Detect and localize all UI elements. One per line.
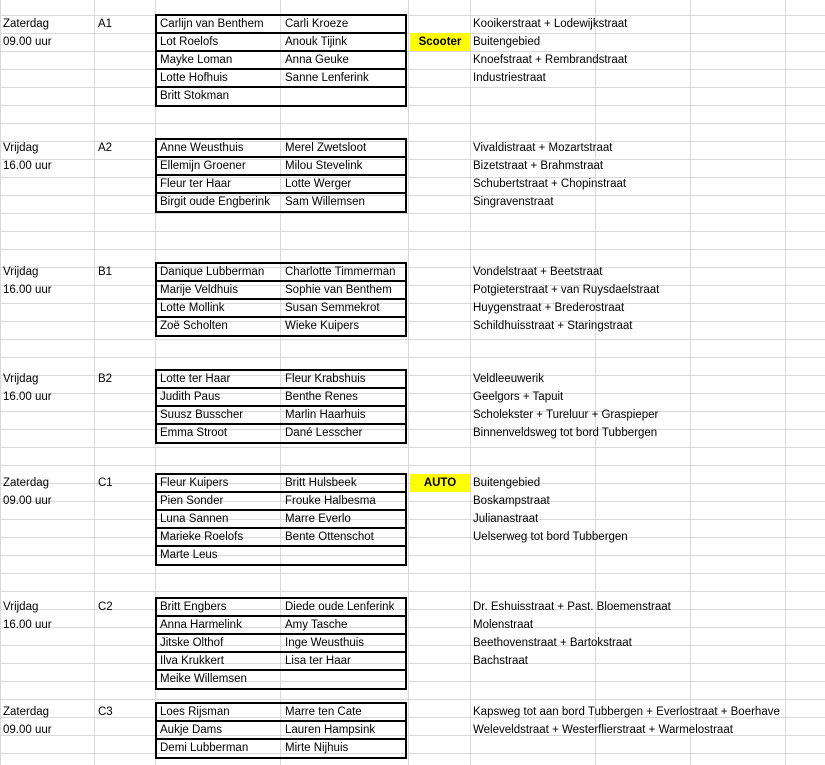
member-name xyxy=(282,87,285,105)
member-name: Demi Lubberman xyxy=(160,742,249,754)
member-name: Amy Tasche xyxy=(285,619,348,631)
route-cell: Dr. Eshuisstraat + Past. Bloemenstraat xyxy=(473,601,671,613)
route-cell: Schildhuisstraat + Staringstraat xyxy=(473,320,633,332)
member-name: Bente Ottenschot xyxy=(285,531,374,543)
member-name: Anna Harmelink xyxy=(160,619,242,631)
grid-row-line xyxy=(0,447,825,448)
member-name: Lauren Hampsink xyxy=(285,724,376,736)
grid-row-line xyxy=(0,555,825,556)
member-name: Marre ten Cate xyxy=(285,706,362,718)
group-day: Zaterdag xyxy=(3,477,50,489)
member-name: Dané Lesscher xyxy=(285,427,363,439)
group-time: 16.00 uur xyxy=(3,619,52,631)
member-name: Ellemijn Groener xyxy=(160,160,246,172)
grid-row-line xyxy=(0,51,825,52)
grid-row-line xyxy=(0,321,825,322)
grid-row-line xyxy=(0,465,825,466)
group-code: A1 xyxy=(98,18,113,30)
member-name: Benthe Renes xyxy=(285,391,358,403)
member-name: Lisa ter Haar xyxy=(285,655,351,667)
member-name: Marlin Haarhuis xyxy=(285,409,366,421)
grid-row-line xyxy=(0,411,825,412)
member-name: Marre Everlo xyxy=(285,513,351,525)
member-name: Wieke Kuipers xyxy=(285,320,360,332)
group-code: B1 xyxy=(98,266,113,278)
grid-row-line xyxy=(0,357,825,358)
member-name: Carli Kroeze xyxy=(285,18,349,30)
grid-row-line xyxy=(0,501,825,502)
grid-row-line xyxy=(0,429,825,430)
route-cell: Schubertstraat + Chopinstraat xyxy=(473,178,627,190)
route-cell: Vivaldistraat + Mozartstraat xyxy=(473,142,613,154)
route-cell: Huygenstraat + Brederostraat xyxy=(473,302,625,314)
grid-row-line xyxy=(0,87,825,88)
group-code: B2 xyxy=(98,373,113,385)
route-cell: Industriestraat xyxy=(473,72,546,84)
member-name: Luna Sannen xyxy=(160,513,229,525)
member-name: Anouk Tijink xyxy=(285,36,348,48)
grid-row-line xyxy=(0,573,825,574)
grid-row-line xyxy=(0,231,825,232)
member-name xyxy=(282,546,285,564)
route-cell: Knoefstraat + Rembrandstraat xyxy=(473,54,628,66)
group-day: Vrijdag xyxy=(3,601,39,613)
member-name: Fleur Kuipers xyxy=(160,477,229,489)
member-name: Meike Willemsen xyxy=(160,673,247,685)
member-name: Britt Engbers xyxy=(160,601,227,613)
route-cell: Weleveldstraat + Westerflierstraat + Warmelostraat xyxy=(473,724,733,736)
grid-column-line xyxy=(785,0,786,765)
transport-badge: AUTO xyxy=(410,474,470,492)
route-cell xyxy=(470,87,473,105)
member-name: Sanne Lenferink xyxy=(285,72,369,84)
member-name: Charlotte Timmerman xyxy=(285,266,396,278)
grid-row-line xyxy=(0,123,825,124)
grid-row-line xyxy=(0,681,825,682)
grid-row-line xyxy=(0,699,825,700)
member-name: Anne Weusthuis xyxy=(160,142,244,154)
route-cell: Julianastraat xyxy=(473,513,539,525)
member-name: Britt Hulsbeek xyxy=(285,477,357,489)
grid-row-line xyxy=(0,69,825,70)
route-cell: Boskampstraat xyxy=(473,495,550,507)
member-name: Suusz Busscher xyxy=(160,409,244,421)
route-cell: Bachstraat xyxy=(473,655,528,667)
member-name: Zoë Scholten xyxy=(160,320,228,332)
group-time: 09.00 uur xyxy=(3,495,52,507)
member-name: Diede oude Lenferink xyxy=(285,601,395,613)
route-cell xyxy=(470,739,473,757)
member-name: Susan Semmekrot xyxy=(285,302,380,314)
group-time: 09.00 uur xyxy=(3,724,52,736)
group-code: C2 xyxy=(98,601,113,613)
grid-row-line xyxy=(0,213,825,214)
route-cell: Uelserweg tot bord Tubbergen xyxy=(473,531,628,543)
grid-column-line xyxy=(408,0,409,765)
group-time: 16.00 uur xyxy=(3,160,52,172)
member-name: Lot Roelofs xyxy=(160,36,219,48)
member-name: Anna Geuke xyxy=(285,54,349,66)
route-cell: Veldleeuwerik xyxy=(473,373,544,385)
member-name: Emma Stroot xyxy=(160,427,228,439)
group-time: 09.00 uur xyxy=(3,36,52,48)
grid-row-line xyxy=(0,591,825,592)
group-day: Zaterdag xyxy=(3,706,50,718)
member-name: Lotte Hofhuis xyxy=(160,72,228,84)
member-name xyxy=(282,670,285,688)
group-time: 16.00 uur xyxy=(3,284,52,296)
route-cell: Scholekster + Tureluur + Graspieper xyxy=(473,409,659,421)
group-day: Zaterdag xyxy=(3,18,50,30)
route-cell: Buitengebied xyxy=(473,477,541,489)
grid-row-line xyxy=(0,375,825,376)
route-cell: Singravenstraat xyxy=(473,196,554,208)
member-name: Loes Rijsman xyxy=(160,706,230,718)
grid-row-line xyxy=(0,195,825,196)
member-name: Aukje Dams xyxy=(160,724,222,736)
route-cell: Bizetstraat + Brahmstraat xyxy=(473,160,604,172)
grid-row-line xyxy=(0,285,825,286)
member-name: Lotte ter Haar xyxy=(160,373,231,385)
grid-row-line xyxy=(0,393,825,394)
route-cell: Vondelstraat + Beetstraat xyxy=(473,266,603,278)
grid-row-line xyxy=(0,177,825,178)
member-name: Pien Sonder xyxy=(160,495,224,507)
grid-row-line xyxy=(0,627,825,628)
route-cell: Beethovenstraat + Bartokstraat xyxy=(473,637,632,649)
group-day: Vrijdag xyxy=(3,266,39,278)
route-cell xyxy=(470,670,473,688)
member-name: Milou Stevelink xyxy=(285,160,363,172)
transport-badge: Scooter xyxy=(410,33,470,51)
member-name: Britt Stokman xyxy=(160,90,230,102)
grid-row-line xyxy=(0,645,825,646)
grid-row-line xyxy=(0,303,825,304)
member-name: Lotte Werger xyxy=(285,178,352,190)
member-name: Judith Paus xyxy=(160,391,221,403)
route-cell xyxy=(470,546,473,564)
route-cell: Geelgors + Tapuit xyxy=(473,391,564,403)
member-name: Danique Lubberman xyxy=(160,266,265,278)
route-cell: Potgieterstraat + van Ruysdaelstraat xyxy=(473,284,660,296)
grid-row-line xyxy=(0,249,825,250)
member-name: Ilva Krukkert xyxy=(160,655,224,667)
route-cell: Kapsweg tot aan bord Tubbergen + Everlostraat + Boerhave xyxy=(473,706,780,718)
grid-column-line xyxy=(690,0,691,765)
member-name: Mirte Nijhuis xyxy=(285,742,349,754)
grid-row-line xyxy=(0,105,825,106)
member-name: Fleur Krabshuis xyxy=(285,373,366,385)
route-cell: Molenstraat xyxy=(473,619,534,631)
group-day: Vrijdag xyxy=(3,373,39,385)
member-name: Marieke Roelofs xyxy=(160,531,244,543)
member-name: Inge Weusthuis xyxy=(285,637,365,649)
group-code: A2 xyxy=(98,142,113,154)
grid-row-line xyxy=(0,141,825,142)
member-name: Jitske Olthof xyxy=(160,637,224,649)
member-name: Marije Veldhuis xyxy=(160,284,238,296)
grid-row-line xyxy=(0,537,825,538)
member-name: Carlijn van Benthem xyxy=(160,18,264,30)
grid-row-line xyxy=(0,663,825,664)
grid-row-line xyxy=(0,609,825,610)
group-code: C3 xyxy=(98,706,113,718)
member-name: Frouke Halbesma xyxy=(285,495,376,507)
group-day: Vrijdag xyxy=(3,142,39,154)
grid-row-line xyxy=(0,267,825,268)
route-cell: Kooikerstraat + Lodewijkstraat xyxy=(473,18,628,30)
grid-row-line xyxy=(0,519,825,520)
member-name: Lotte Mollink xyxy=(160,302,225,314)
member-name: Merel Zwetsloot xyxy=(285,142,367,154)
member-name: Birgit oude Engberink xyxy=(160,196,270,208)
grid-row-line xyxy=(0,15,825,16)
group-time: 16.00 uur xyxy=(3,391,52,403)
member-name: Sam Willemsen xyxy=(285,196,365,208)
member-name: Marte Leus xyxy=(160,549,218,561)
grid-row-line xyxy=(0,159,825,160)
grid-row-line xyxy=(0,339,825,340)
member-name: Fleur ter Haar xyxy=(160,178,231,190)
member-name: Sophie van Benthem xyxy=(285,284,392,296)
group-code: C1 xyxy=(98,477,113,489)
route-cell: Binnenveldsweg tot bord Tubbergen xyxy=(473,427,658,439)
route-cell: Buitengebied xyxy=(473,36,541,48)
grid-row-line xyxy=(0,753,825,754)
member-name: Mayke Loman xyxy=(160,54,233,66)
